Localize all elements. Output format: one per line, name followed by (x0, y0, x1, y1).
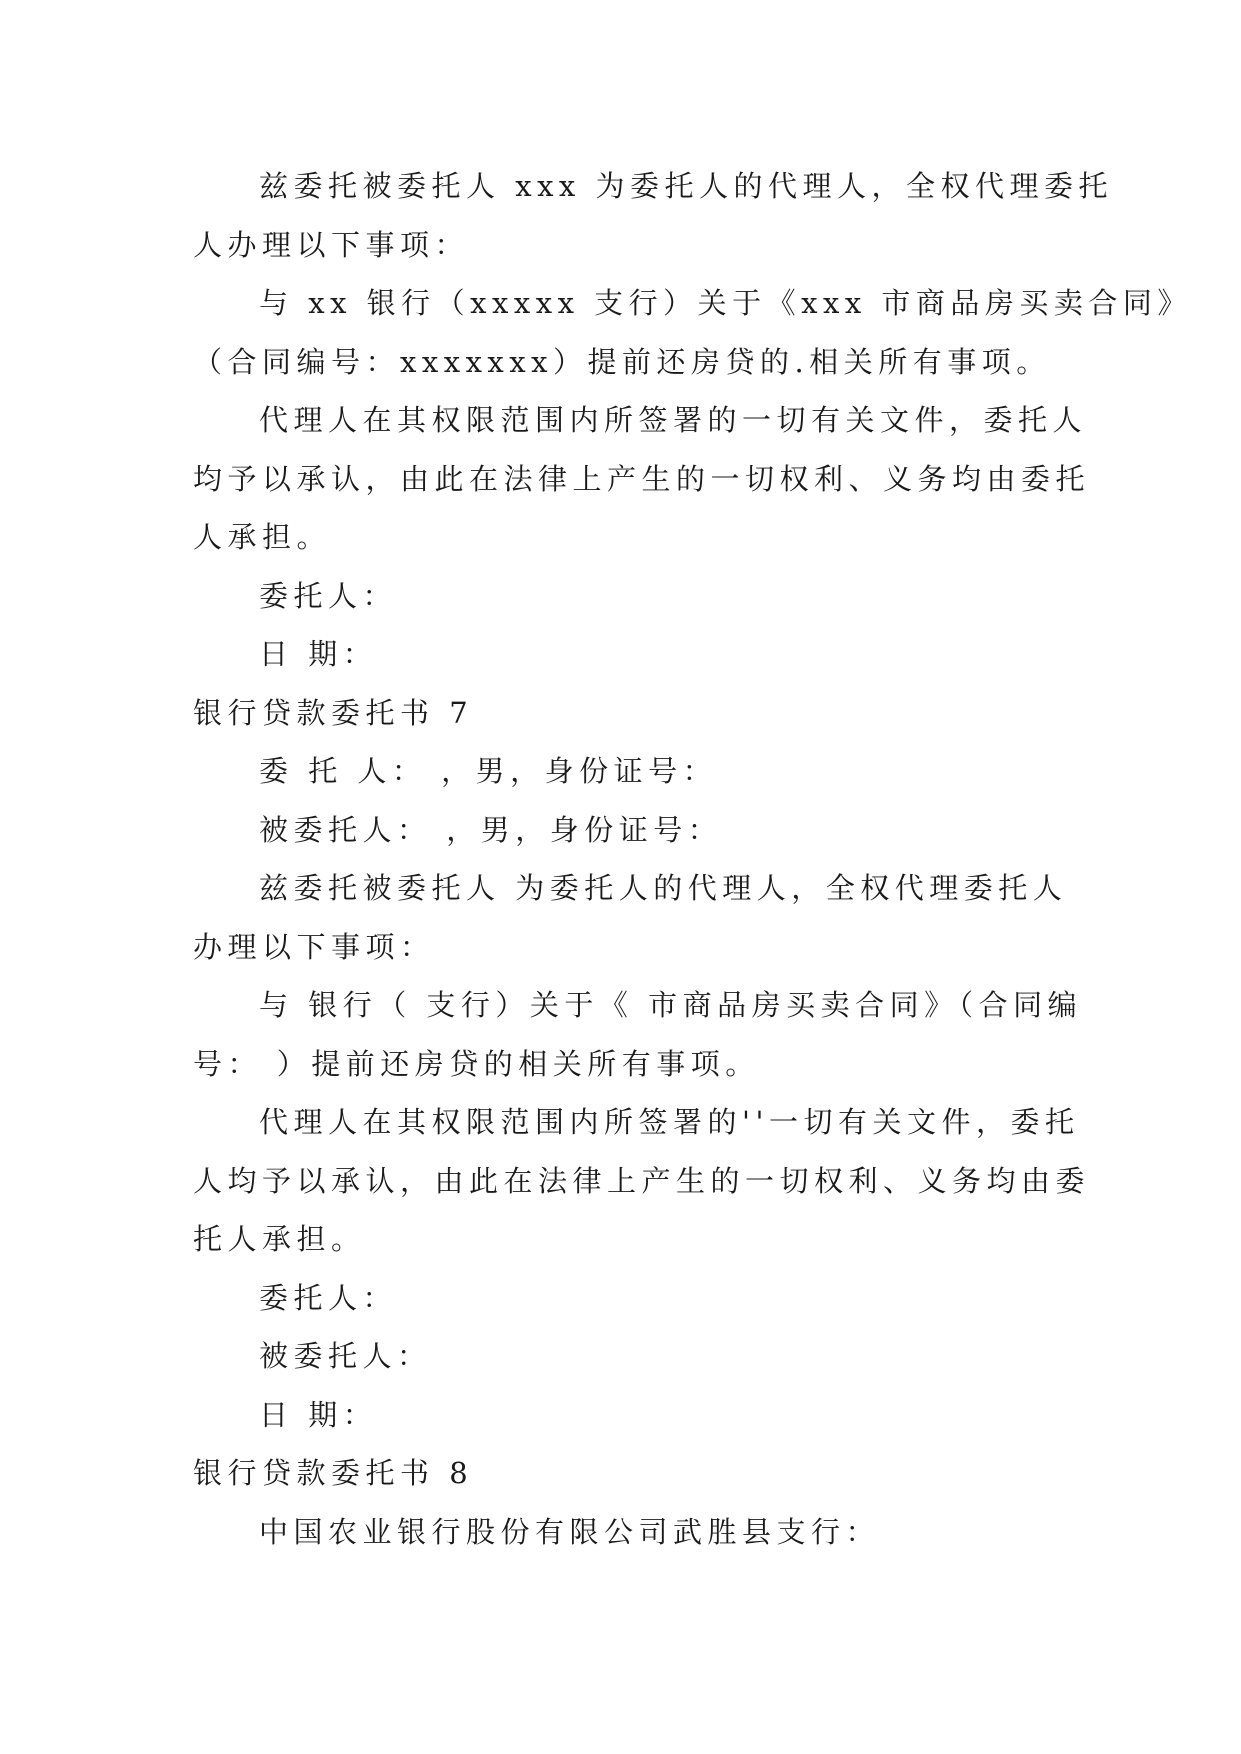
agent-signature-line: 被委托人： (259, 1339, 432, 1373)
date-line: 日 期： (259, 1397, 378, 1432)
paragraph-line: 人办理以下事项： (193, 227, 470, 262)
section-title: 银行贷款委托书 7 (193, 695, 474, 730)
paragraph-line: 办理以下事项： (193, 929, 435, 964)
paragraph-line: 代理人在其权限范围内所签署的''一切有关文件，委托 (259, 1105, 1080, 1139)
paragraph-line: 人承担。 (193, 520, 332, 554)
paragraph-line: 代理人在其权限范围内所签署的一切有关文件，委托人 (259, 403, 1088, 437)
principal-info-line: 委 托 人： ，男，身份证号： (259, 754, 718, 788)
paragraph-line: 均予以承认，由此在法律上产生的一切权利、义务均由委托 (193, 461, 1091, 496)
document-page (193, 157, 1192, 1561)
paragraph-line: 兹委托被委托人 为委托人的代理人，全权代理委托人 (259, 871, 1068, 905)
signature-line: 委托人： (259, 1280, 398, 1315)
paragraph-line: 人均予以承认，由此在法律上产生的一切权利、义务均由委 (193, 1163, 1091, 1198)
paragraph-line: 号： ）提前还房贷的相关所有事项。 (193, 1046, 760, 1081)
paragraph-line: 与 xx 银行（xxxxx 支行）关于《xxx 市商品房买卖合同》 (259, 286, 1192, 320)
paragraph-line: 与 银行（ 支行）关于《 市商品房买卖合同》（合同编 (259, 988, 1083, 1022)
paragraph-line: 兹委托被委托人 xxx 为委托人的代理人，全权代理委托 (259, 169, 1114, 203)
section-title: 银行贷款委托书 8 (193, 1456, 474, 1490)
paragraph-line: （合同编号：xxxxxxx）提前还房贷的.相关所有事项。 (193, 344, 1051, 379)
agent-info-line: 被委托人： ，男，身份证号： (259, 812, 723, 847)
signature-line: 委托人： (259, 578, 398, 613)
addressee-line: 中国农业银行股份有限公司武胜县支行： (259, 1514, 881, 1549)
date-line: 日 期： (259, 637, 378, 671)
paragraph-line: 托人承担。 (193, 1222, 366, 1256)
